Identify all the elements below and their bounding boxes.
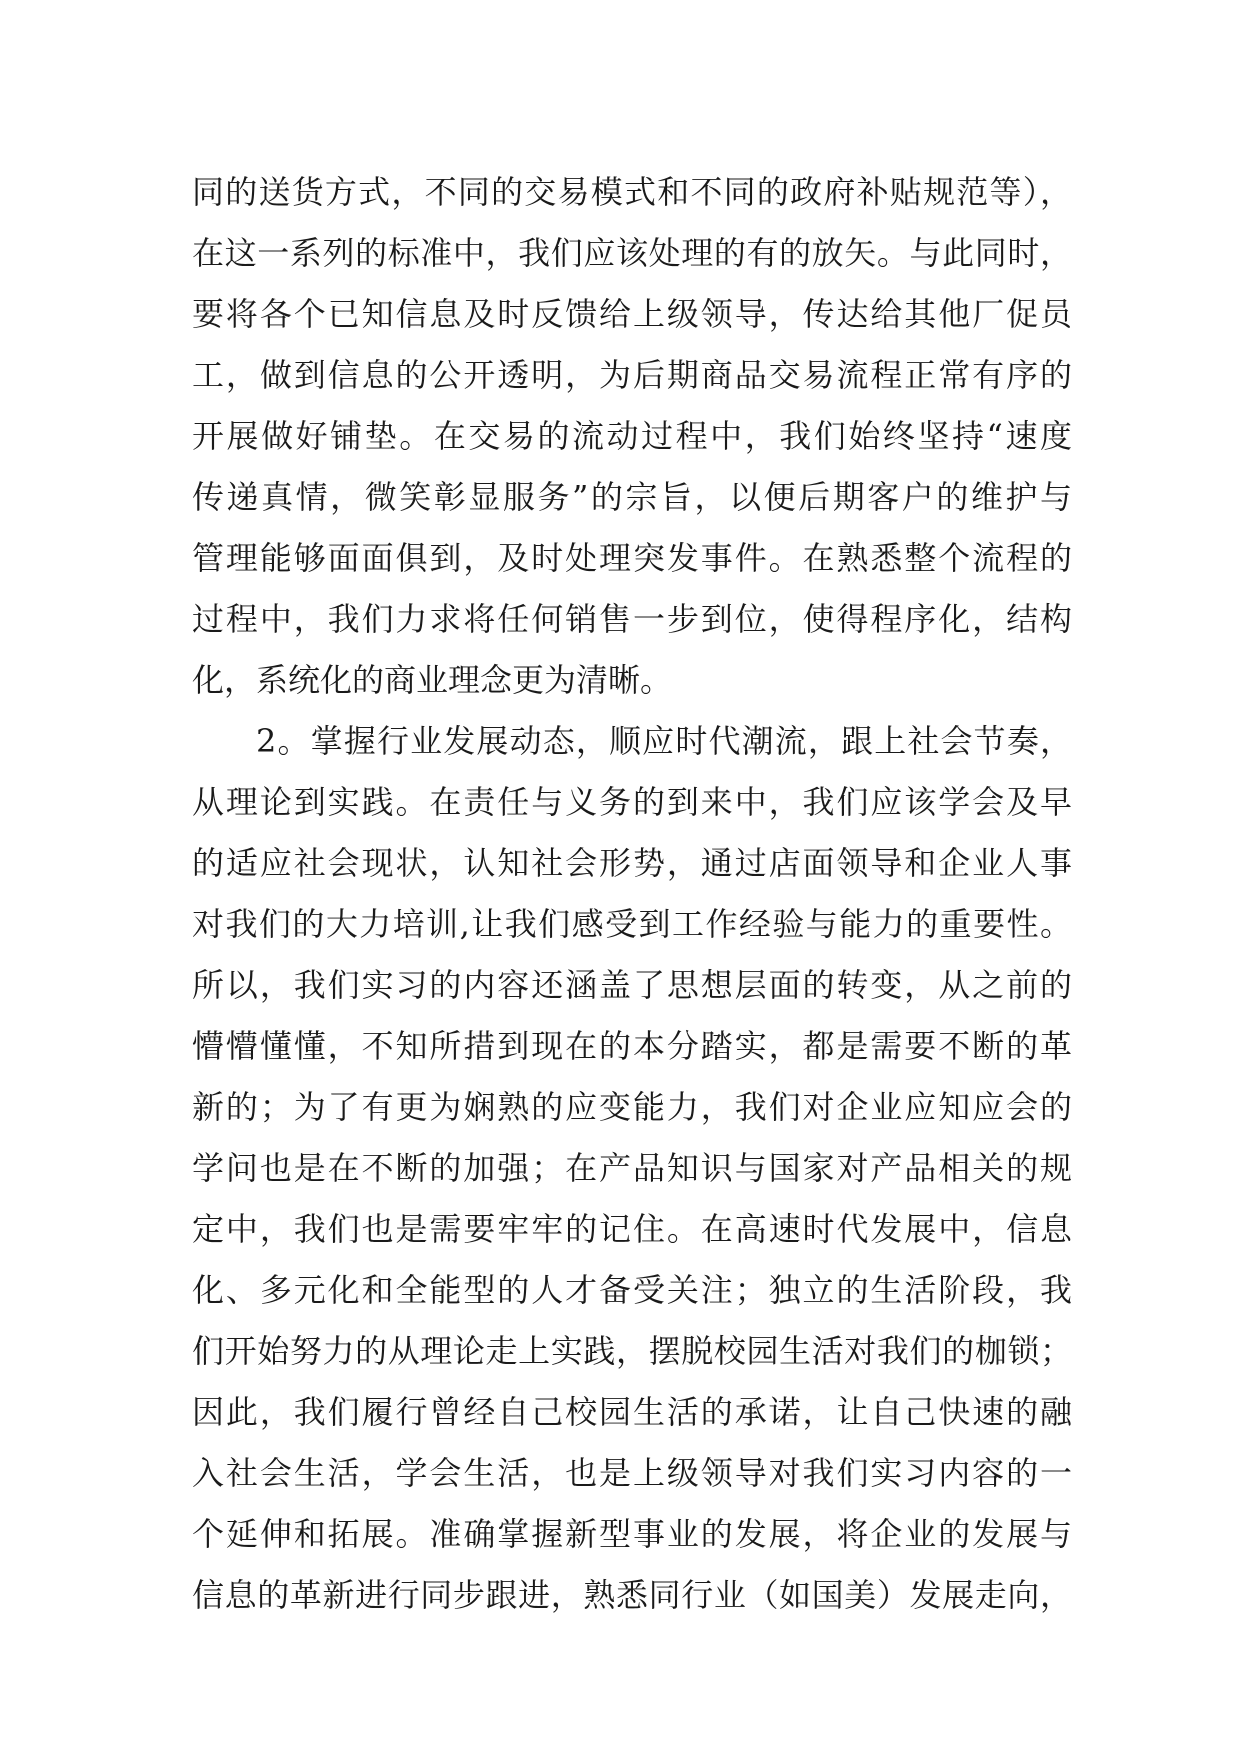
text-line: 传递真情，微笑彰显服务”的宗旨，以便后期客户的维护与 <box>192 478 1072 516</box>
text-line: 化、多元化和全能型的人才备受关注；独立的生活阶段，我 <box>192 1271 1072 1309</box>
text-line: 工，做到信息的公开透明，为后期商品交易流程正常有序的 <box>192 356 1072 394</box>
text-line: 的适应社会现状，认知社会形势，通过店面领导和企业人事 <box>192 844 1072 882</box>
text-line: 要将各个已知信息及时反馈给上级领导，传达给其他厂促员 <box>192 295 1072 333</box>
text-line: 个延伸和拓展。准确掌握新型事业的发展，将企业的发展与 <box>192 1515 1072 1553</box>
text-line: 因此，我们履行曾经自己校园生活的承诺，让自己快速的融 <box>192 1393 1072 1431</box>
text-line: 新的；为了有更为娴熟的应变能力，我们对企业应知应会的 <box>192 1088 1072 1126</box>
text-line: 从理论到实践。在责任与义务的到来中，我们应该学会及早 <box>192 783 1072 821</box>
text-line: 化，系统化的商业理念更为清晰。 <box>192 661 673 699</box>
text-line: 懵懵懂懂，不知所措到现在的本分踏实，都是需要不断的革 <box>192 1027 1072 1065</box>
text-line: 定中，我们也是需要牢牢的记住。在高速时代发展中，信息 <box>192 1210 1072 1248</box>
text-line: 对我们的大力培训,让我们感受到工作经验与能力的重要性。 <box>192 905 1072 943</box>
text-line: 们开始努力的从理论走上实践，摆脱校园生活对我们的枷锁； <box>192 1332 1072 1370</box>
text-line: 管理能够面面俱到，及时处理突发事件。在熟悉整个流程的 <box>192 539 1072 577</box>
text-line: 学问也是在不断的加强；在产品知识与国家对产品相关的规 <box>192 1149 1072 1187</box>
text-line: 过程中，我们力求将任何销售一步到位，使得程序化，结构 <box>192 600 1072 638</box>
body-text <box>192 162 1072 1626</box>
text-line: 入社会生活，学会生活，也是上级领导对我们实习内容的一 <box>192 1454 1072 1492</box>
text-line: 所以，我们实习的内容还涵盖了思想层面的转变，从之前的 <box>192 966 1072 1004</box>
text-line: 在这一系列的标准中，我们应该处理的有的放矢。与此同时， <box>192 234 1072 272</box>
text-line: 同的送货方式，不同的交易模式和不同的政府补贴规范等）， <box>192 173 1072 211</box>
text-line: 开展做好铺垫。在交易的流动过程中，我们始终坚持“速度 <box>192 417 1072 455</box>
paragraph-start-line: 2。掌握行业发展动态，顺应时代潮流，跟上社会节奏， <box>256 722 1072 760</box>
text-line: 信息的革新进行同步跟进，熟悉同行业（如国美）发展走向， <box>192 1576 1072 1614</box>
